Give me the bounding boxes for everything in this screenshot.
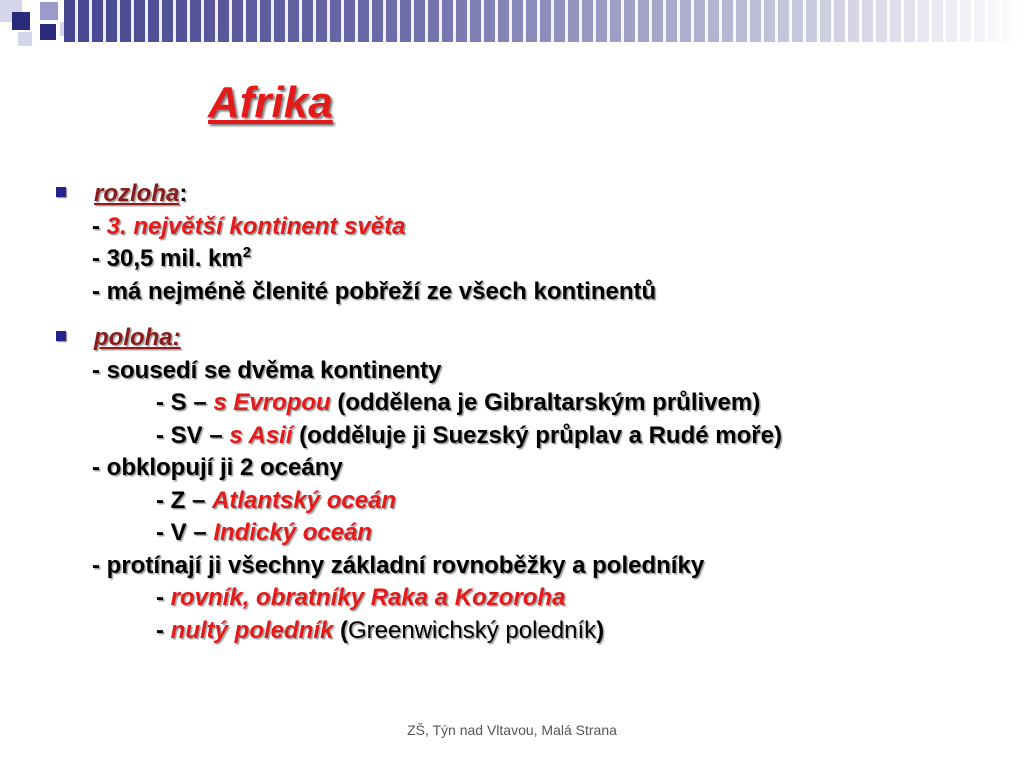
line-text: - obklopují ji 2 oceány: [92, 454, 343, 481]
line-text: - sousedí se dvěma kontinenty: [92, 356, 442, 384]
text-line: [56, 550, 1006, 583]
line-prefix: - Z –: [156, 486, 213, 514]
header-decor-square: [40, 2, 58, 20]
highlight-text: nultý poledník: [170, 616, 334, 644]
text-line: [56, 276, 1006, 309]
line-text: - 30,5 mil. km: [92, 245, 243, 272]
line-text: - protínají ji všechny základní rovnoběžky a poledníky: [92, 551, 705, 579]
text-line: [56, 517, 1006, 550]
slide-footer: ZŠ, Týn nad Vltavou, Malá Strana: [407, 722, 617, 738]
line-prefix: -: [156, 616, 171, 644]
text-line: [56, 387, 1006, 420]
text-line: [56, 355, 1006, 388]
superscript: 2: [242, 244, 252, 261]
paren-open: (: [333, 616, 349, 644]
text-line: [56, 243, 1006, 276]
line-suffix: (oddělena je Gibraltarským průlivem): [330, 389, 761, 416]
highlight-text: s Evropou: [213, 389, 331, 416]
text-line: [56, 582, 1006, 615]
heading-term: rozloha: [94, 180, 180, 207]
heading-term: poloha:: [94, 324, 181, 351]
bullet-rozloha: [56, 178, 1006, 308]
bullet-heading: [56, 322, 1006, 355]
square-bullet-icon: [56, 187, 66, 197]
plain-text: Greenwichský poledník: [348, 616, 597, 644]
line-prefix: - V –: [156, 519, 214, 546]
header-decor-square: [18, 32, 32, 46]
highlight-text: rovník, obratníky Raka a Kozoroha: [170, 584, 566, 611]
highlight-text: Indický oceán: [213, 519, 373, 546]
slide-title: Afrika: [208, 78, 333, 127]
paren-close: ): [596, 616, 605, 644]
text-line: [56, 485, 1006, 518]
line-suffix: (odděluje ji Suezský průplav a Rudé moře): [292, 421, 782, 449]
slide-content: [56, 178, 1006, 647]
highlight-text: Atlantský oceán: [212, 486, 397, 514]
header-decor-square: [40, 24, 56, 40]
line-prefix: - SV –: [156, 421, 230, 449]
line-text: - má nejméně členité pobřeží ze všech kontinentů: [92, 277, 657, 305]
line-prefix: - S –: [156, 389, 214, 416]
header-decor-square: [12, 12, 30, 30]
bullet-heading: [56, 178, 1006, 211]
heading-colon: :: [179, 180, 188, 207]
text-line: [56, 211, 1006, 244]
bullet-poloha: [56, 322, 1006, 647]
text-line: [56, 420, 1006, 453]
square-bullet-icon: [56, 331, 66, 341]
dash: -: [92, 212, 107, 240]
text-line: [56, 452, 1006, 485]
header-gradient-band: [64, 0, 1024, 42]
line-prefix: -: [156, 584, 171, 611]
highlight-text: s Asií: [229, 421, 293, 449]
text-line: [56, 615, 1006, 648]
highlight-text: 3. největší kontinent světa: [106, 212, 406, 240]
